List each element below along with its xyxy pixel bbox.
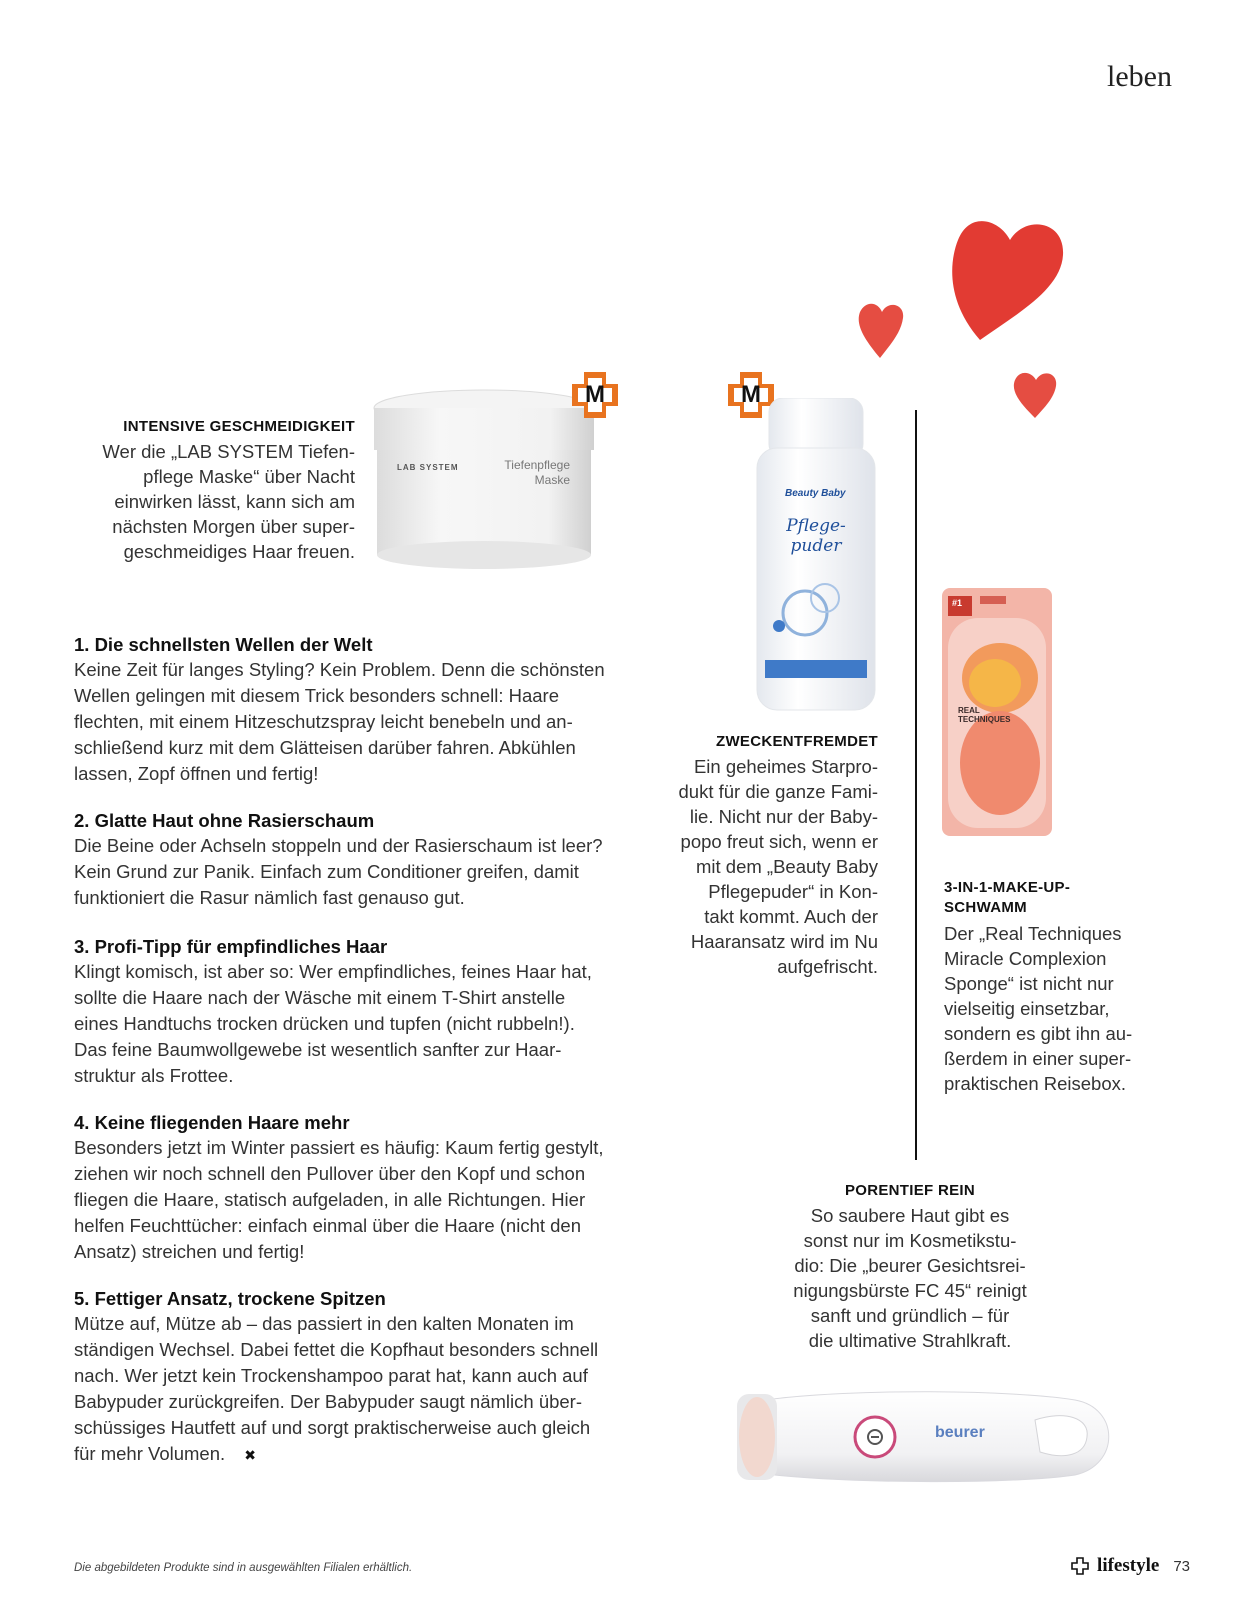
page-number: 73 (1173, 1557, 1190, 1575)
tip-title: 1. Die schnellsten Wellen der Welt (74, 634, 373, 655)
jar-label: Tiefenpflege Maske (504, 458, 570, 487)
footer-note: Die abgebildeten Produkte sind in ausgewählten Filialen erhältlich. (74, 1562, 413, 1574)
tip-title: 4. Keine fliegenden Haare mehr (74, 1112, 350, 1133)
tip-title: 2. Glatte Haut ohne Rasierschaum (74, 810, 375, 831)
tip-5 (74, 1288, 610, 1468)
brush-caption-text: So saubere Haut gibt es sonst nur im Kosmetikstu- dio: Die „beurer Gesichtsrei- nigungsbürste FC 45“ reinigt sanft und gründlich – für die ultimative Strahlkraft. (793, 1205, 1027, 1351)
sponge-pack-label: REAL TECHNIQUES (958, 706, 1011, 724)
tip-1 (74, 634, 610, 787)
footer-brand-name: lifestyle (1097, 1555, 1160, 1576)
powder-caption-heading: ZWECKENTFREMDET (716, 733, 878, 750)
brush-caption (760, 1182, 1060, 1353)
flower-outline-icon (1071, 1557, 1089, 1575)
real-techniques-sponge-product (940, 588, 1055, 838)
tip-title: 5. Fettiger Ansatz, trockene Spitzen (74, 1288, 386, 1309)
store-logo-1 (570, 370, 620, 420)
column-divider (915, 410, 917, 1160)
tip-body: Keine Zeit für langes Styling? Kein Problem. Denn die schönsten Wellen gelingen mit diesem Trick besonders schnell: Haare flechten, mit einem Hitzeschutzspray leicht benebeln und an- schließend kurz mit dem Glätteisen darüber fahren. Abkühlen lassen, Zopf öffnen und fertig! (74, 659, 605, 784)
bottle-label: Pflege-puder (786, 516, 846, 556)
store-logo-letter: M (585, 381, 605, 408)
store-logo-letter: M (741, 381, 761, 408)
sponge-caption-text: Der „Real Techniques Miracle Complexion Sponge“ ist nicht nur vielseitig einsetzbar, sondern es gibt ihn au- ßerdem in einer super- praktischen Reisebox. (944, 923, 1133, 1094)
hearts-illustration (850, 200, 1090, 430)
mask-caption-text: Wer die „LAB SYSTEM Tiefen- pflege Maske“ über Nacht einwirken lässt, kann sich am nächsten Morgen über super- geschmeidiges Haar freuen. (102, 441, 355, 562)
device-brand: beurer (935, 1424, 985, 1441)
tiny-heart-icon (1014, 373, 1056, 418)
jar-brand: LAB SYSTEM (397, 463, 459, 472)
tip-body: Die Beine oder Achseln stoppeln und der Rasierschaum ist leer? Kein Grund zur Panik. Einfach zum Conditioner greifen, damit funktioniert die Rasur nämlich fast genauso gut. (74, 835, 603, 908)
sponge-badge: #1 (952, 598, 963, 608)
section-label: leben (1107, 60, 1172, 93)
powder-caption (620, 733, 878, 979)
beurer-brush-product (735, 1380, 1115, 1492)
tip-4 (74, 1112, 610, 1265)
bottle-brand: Beauty Baby (785, 488, 846, 499)
tip-body: Besonders jetzt im Winter passiert es häufig: Kaum fertig gestylt, ziehen wir noch schnell den Pullover über den Kopf und schon fliegen die Haare, statisch aufgeladen, in alle Richtungen. Hier helfen Feuchttücher: einfach einmal über die Haare (nicht den Ansatz) streichen und fertig! (74, 1137, 604, 1262)
lab-system-mask-product (372, 388, 597, 573)
mask-caption (70, 418, 355, 564)
tip-body: Klingt komisch, ist aber so: Wer empfindliches, feines Haar hat, sollte die Haare nach der Wäsche mit einem T-Shirt anstelle eines Handtuchs trocken drücken und tupfen (nicht rubbeln!). Das feine Baumwollgewebe ist wesentlich sanfter zur Haar- struktur als Frottee. (74, 961, 592, 1086)
bottle-graphic (755, 398, 877, 716)
tip-3 (74, 936, 610, 1089)
large-heart-icon (952, 221, 1063, 340)
small-heart-icon (859, 304, 903, 358)
footer-brand (1071, 1555, 1190, 1577)
tip-title: 3. Profi-Tipp für empfindliches Haar (74, 936, 388, 957)
tip-body: Mütze auf, Mütze ab – das passiert in den kalten Monaten im ständigen Wechsel. Dabei fettet die Kopfhaut besonders schnell nach. Wer jetzt kein Trockenshampoo parat hat, kann auch auf Babypuder zurückgreifen. Der Babypuder saugt nämlich über- schüssiges Hautfett auf und sorgt praktischerweise auch gleich für mehr Volumen. ✖ (74, 1311, 610, 1468)
sponge-caption (944, 878, 1164, 1096)
brush-caption-heading: PORENTIEF REIN (844, 1182, 976, 1199)
brush-device-graphic (735, 1380, 1115, 1492)
end-mark-icon: ✖ (244, 1447, 257, 1463)
mask-caption-heading: INTENSIVE GESCHMEIDIGKEIT (123, 418, 355, 435)
powder-caption-text: Ein geheimes Starpro- dukt für die ganze Fami- lie. Nicht nur der Baby- popo freut sich, wenn er mit dem „Beauty Baby Pflegepuder“ in Kon- takt kommt. Auch der Haaransatz wird im Nu aufgefrischt. (678, 756, 878, 977)
sponge-caption-heading: 3-IN-1-MAKE-UP- SCHWAMM (944, 879, 1071, 916)
beauty-baby-powder-product (755, 398, 877, 716)
tip-2 (74, 810, 610, 911)
